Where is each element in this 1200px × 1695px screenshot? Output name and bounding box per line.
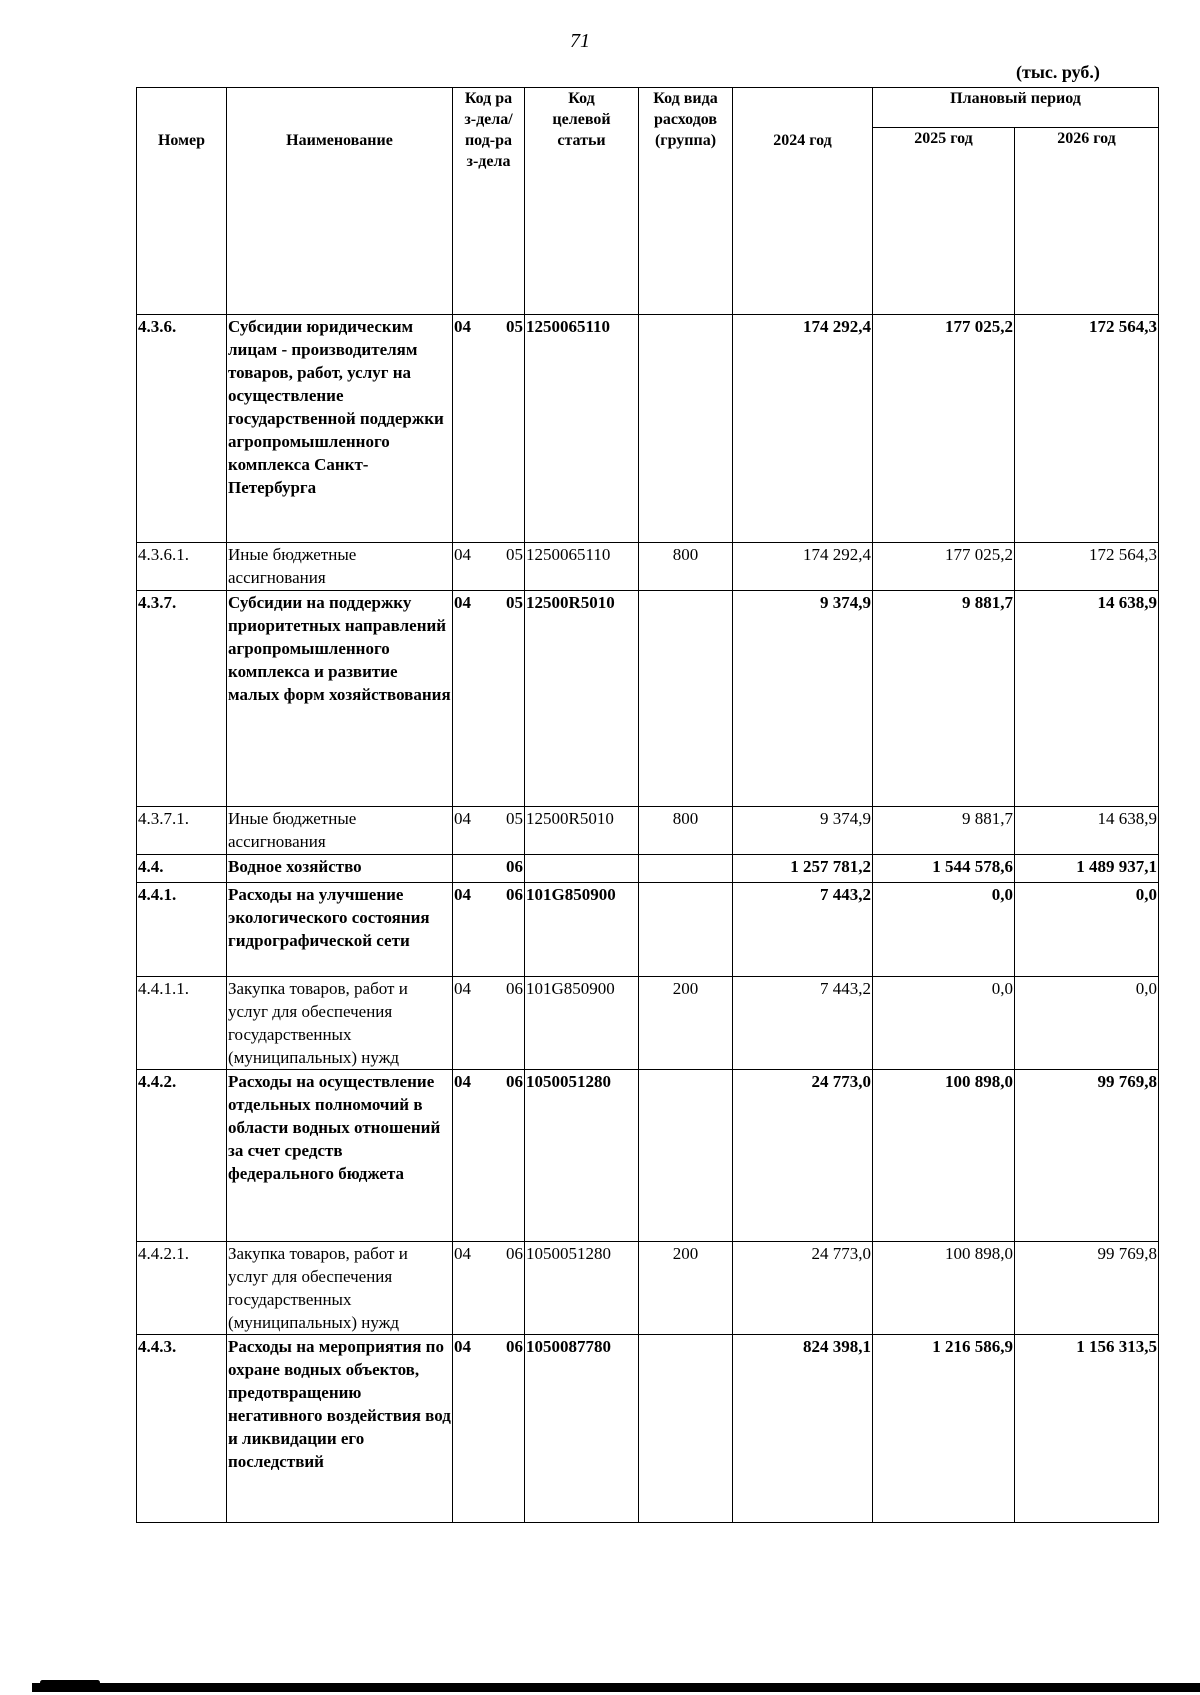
cell-razdel-podrazdel [453,855,525,883]
table-row [137,315,1159,543]
cell-razdel: 04 [454,809,471,828]
cell-razdel-podrazdel [453,591,525,807]
cell-razdel: 04 [454,979,471,998]
cell-2026: 172 564,3 [1015,315,1159,543]
header-kod-celevoy [525,88,639,315]
table-body [137,315,1159,1523]
cell-celevaya: 101G850900 [525,977,639,1070]
cell-vid [639,855,733,883]
cell-2026: 99 769,8 [1015,1242,1159,1335]
cell-2024: 174 292,4 [733,315,873,543]
cell-vid: 800 [639,543,733,591]
budget-table [136,87,1159,1523]
cell-podrazdel: 05 [506,317,523,336]
cell-2024: 24 773,0 [733,1070,873,1242]
cell-2024: 7 443,2 [733,883,873,977]
table-header [137,88,1159,315]
cell-nomer: 4.4. [137,855,227,883]
header-naimenovanie: Наименование [227,88,453,315]
cell-name: Расходы на мероприятия по охране водных объектов, предотвращению негативного воздействия вод и ликвидации его последствий [227,1335,453,1523]
cell-celevaya: 12500R5010 [525,591,639,807]
cell-vid: 200 [639,1242,733,1335]
table-row [137,1242,1159,1335]
cell-2024: 7 443,2 [733,977,873,1070]
cell-name: Закупка товаров, работ и услуг для обеспечения государственных (муниципальных) нужд [227,1242,453,1335]
cell-razdel: 04 [454,545,471,564]
cell-2026: 1 489 937,1 [1015,855,1159,883]
cell-name: Расходы на осуществление отдельных полномочий в области водных отношений за счет средств федерального бюджета [227,1070,453,1242]
cell-2025: 177 025,2 [873,543,1015,591]
cell-celevaya: 101G850900 [525,883,639,977]
cell-2025: 177 025,2 [873,315,1015,543]
cell-nomer: 4.4.2. [137,1070,227,1242]
cell-nomer: 4.4.1.1. [137,977,227,1070]
cell-vid [639,315,733,543]
table-row [137,591,1159,807]
cell-2025: 100 898,0 [873,1242,1015,1335]
cell-razdel: 04 [454,1244,471,1263]
cell-podrazdel: 05 [506,593,523,612]
cell-name: Закупка товаров, работ и услуг для обеспечения государственных (муниципальных) нужд [227,977,453,1070]
cell-razdel-podrazdel [453,315,525,543]
cell-nomer: 4.3.6. [137,315,227,543]
header-kod-vida-text: Код вида расходов (группа) [653,90,718,149]
header-nomer: Номер [137,88,227,315]
cell-2026: 0,0 [1015,977,1159,1070]
cell-2024: 174 292,4 [733,543,873,591]
cell-vid [639,1070,733,1242]
header-kod-vida [639,88,733,315]
cell-razdel-podrazdel [453,1242,525,1335]
cell-nomer: 4.4.3. [137,1335,227,1523]
header-kod-celevoy-text: Код целевой статьи [552,90,611,149]
units-label: (тыс. руб.) [1016,62,1100,82]
cell-2026: 14 638,9 [1015,807,1159,855]
cell-razdel: 04 [454,1072,471,1091]
header-year-2025: 2025 год [873,128,1015,315]
cell-razdel: 04 [454,1337,471,1356]
table-row [137,543,1159,591]
cell-razdel-podrazdel [453,883,525,977]
header-year-2026: 2026 год [1015,128,1159,315]
cell-vid: 200 [639,977,733,1070]
cell-name: Субсидии на поддержку приоритетных направлений агропромышленного комплекса и развитие малых форм хозяйствования [227,591,453,807]
page-edge-bar-cap [40,1680,100,1685]
header-planovy-period: Плановый период [873,88,1159,128]
cell-podrazdel: 06 [506,979,523,998]
cell-razdel-podrazdel [453,1335,525,1523]
cell-2026: 99 769,8 [1015,1070,1159,1242]
cell-2025: 0,0 [873,883,1015,977]
table-row [137,1335,1159,1523]
cell-vid [639,1335,733,1523]
cell-podrazdel: 06 [506,1072,523,1091]
cell-nomer: 4.3.7.1. [137,807,227,855]
cell-name: Расходы на улучшение экологического состояния гидрографической сети [227,883,453,977]
cell-2025: 1 216 586,9 [873,1335,1015,1523]
header-kod-razdela-text: Код раз-дела/ под-раз-дела [464,90,513,170]
cell-nomer: 4.4.2.1. [137,1242,227,1335]
cell-podrazdel: 05 [506,809,523,828]
cell-celevaya: 1050051280 [525,1242,639,1335]
cell-vid [639,883,733,977]
cell-podrazdel: 06 [506,885,523,904]
table-row [137,855,1159,883]
cell-razdel-podrazdel [453,1070,525,1242]
cell-podrazdel: 06 [506,1337,523,1356]
table-row [137,977,1159,1070]
cell-razdel: 04 [454,317,471,336]
cell-2024: 9 374,9 [733,591,873,807]
cell-vid [639,591,733,807]
cell-razdel-podrazdel [453,807,525,855]
table-row [137,883,1159,977]
cell-2026: 0,0 [1015,883,1159,977]
header-kod-razdela [453,88,525,315]
cell-vid: 800 [639,807,733,855]
cell-podrazdel: 06 [506,857,523,876]
cell-name: Иные бюджетные ассигнования [227,807,453,855]
cell-podrazdel: 05 [506,545,523,564]
cell-razdel-podrazdel [453,543,525,591]
cell-celevaya: 1050087780 [525,1335,639,1523]
cell-2024: 9 374,9 [733,807,873,855]
cell-2024: 1 257 781,2 [733,855,873,883]
cell-2025: 1 544 578,6 [873,855,1015,883]
cell-celevaya: 1250065110 [525,315,639,543]
cell-razdel: 04 [454,885,471,904]
cell-2025: 0,0 [873,977,1015,1070]
cell-podrazdel: 06 [506,1244,523,1263]
table-row [137,807,1159,855]
cell-2026: 14 638,9 [1015,591,1159,807]
cell-celevaya: 1050051280 [525,1070,639,1242]
cell-celevaya: 12500R5010 [525,807,639,855]
table-row [137,1070,1159,1242]
cell-2025: 9 881,7 [873,591,1015,807]
cell-2025: 9 881,7 [873,807,1015,855]
cell-razdel: 04 [454,593,471,612]
cell-celevaya [525,855,639,883]
cell-name: Субсидии юридическим лицам - производителям товаров, работ, услуг на осуществление государственной поддержки агропромышленного комплекса Санкт-Петербурга [227,315,453,543]
page-edge-bar [32,1683,1200,1692]
cell-nomer: 4.3.6.1. [137,543,227,591]
page-number: 71 [570,30,590,52]
cell-2025: 100 898,0 [873,1070,1015,1242]
cell-2024: 824 398,1 [733,1335,873,1523]
cell-name: Водное хозяйство [227,855,453,883]
cell-razdel-podrazdel [453,977,525,1070]
cell-2026: 1 156 313,5 [1015,1335,1159,1523]
cell-name: Иные бюджетные ассигнования [227,543,453,591]
header-year-2024: 2024 год [733,88,873,315]
cell-2026: 172 564,3 [1015,543,1159,591]
cell-celevaya: 1250065110 [525,543,639,591]
cell-nomer: 4.3.7. [137,591,227,807]
cell-2024: 24 773,0 [733,1242,873,1335]
cell-nomer: 4.4.1. [137,883,227,977]
